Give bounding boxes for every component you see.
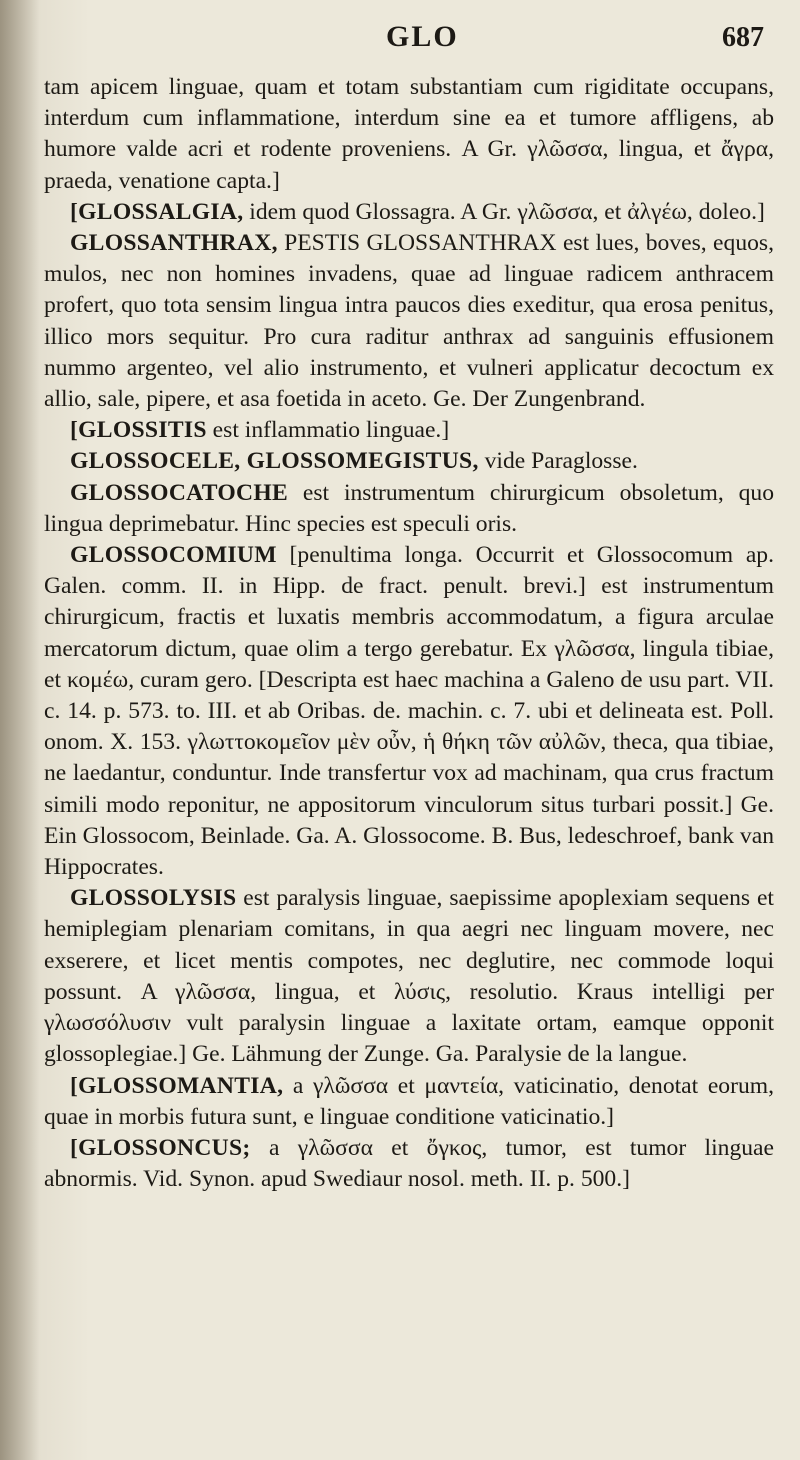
entry-text: idem quod Glossagra. A Gr. γλῶσσα, et ἀλγέω, doleo.] [243, 198, 765, 225]
entry-headword: [GLOSSOMANTIA, [70, 1072, 284, 1099]
entry-glossocele [44, 446, 774, 477]
entry-headword: [GLOSSALGIA, [70, 198, 244, 225]
entry-text: PESTIS GLOSSANTHRAX est lues, boves, equos, mulos, nec non homines invadens, quae ad linguae radicem anthracem profert, quo tota sensim lingua intra paucos dies exeditur, qua erosa penitus, illico mors sequitur. Pro cura raditur anthrax ad sanguinis effusionem nummo argenteo, vel alio instrumento, et vulneri applicatur decoctum ex allio, sale, pipere, et asa foetida in aceto. Ge. Der Zungenbrand. [44, 230, 774, 413]
entry-headword: GLOSSOCELE, GLOSSOMEGISTUS, [70, 448, 479, 475]
dictionary-column [44, 72, 774, 1195]
page-number: 687 [722, 22, 764, 53]
entry-text: est inflammatio linguae.] [206, 417, 450, 444]
entry-glossalgia [44, 197, 774, 228]
entry-glossocomium [44, 540, 774, 883]
entry-glossolysis [44, 883, 774, 1070]
entry-text: [penultima longa. Occurrit et Glossocomum ap. Galen. comm. II. in Hipp. de fract. penult. brevi.] est instrumentum chirurgicum, fractis et luxatis membris accommodatum, a figura arculae mercatorum dictum, quae olim a tergo gerebatur. Ex γλῶσσα, lingula tibiae, et κομέω, curam gero. [Descripta est haec machina a Galeno de usu part. VII. c. 14. p. 573. to. III. et ab Oribas. de. machin. c. 7. ubi et delineata est. Poll. onom. X. 153. γλωττοκομεῖον μὲν οὖν, ἡ θήκη τῶν αὐλῶν, theca, qua tibiae, ne laedantur, conduntur. Inde transfertur vox ad machinam, qua crus fractum simili modo reponitur, ne appositorum vinculorum situs turbari possit.] Ge. Ein Glossocom, Beinlade. Ga. A. Glossocome. B. Bus, ledeschroef, bank van Hippocrates. [44, 542, 774, 881]
entry-glossitis [44, 415, 774, 446]
entry-headword: GLOSSOLYSIS [70, 885, 237, 912]
entry-glossoncus [44, 1133, 774, 1195]
entry-headword: GLOSSOCATOCHE [70, 479, 289, 506]
entry-text: vide Paraglosse. [478, 448, 638, 475]
page-edge-shadow [0, 0, 40, 1460]
entry-text: a γλῶσσα et ὄγκος, tumor, est tumor linguae abnormis. Vid. Synon. apud Swediaur nosol. meth. II. p. 500.] [44, 1134, 774, 1193]
entry-continuation [44, 72, 774, 197]
entry-headword: GLOSSANTHRAX, [70, 230, 278, 257]
entry-headword: GLOSSOCOMIUM [70, 542, 277, 569]
entry-text: a γλῶσσα et μαντεία, vaticinatio, denotat eorum, quae in morbis futura sunt, e linguae conditione vaticinatio.] [44, 1072, 774, 1130]
entry-text: est paralysis linguae, saepissime apoplexiam sequens et hemiplegiam plenariam comitans, in qua aegri nec linguam movere, nec exserere, et licet mentis compotes, nec deglutire, nec commode loqui possunt. Α γλῶσσα, lingua, et λύσις, resolutio. Kraus intelligi per γλωσσόλυσιν vult paralysin linguae a laxitate ortam, eamque opponit glossoplegiae.] Ge. Lähmung der Zunge. Ga. Paralysie de la langue. [44, 885, 774, 1068]
entry-glossanthrax [44, 228, 774, 415]
entry-text: tam apicem linguae, quam et totam substantiam cum rigiditate occupans, interdum cum inflammatione, interdum sine ea et tumore affligens, ab humore valde acri et rodente proveniens. Α Gr. γλῶσσα, lingua, et ἄγρα, praeda, venatione capta.] [44, 74, 774, 194]
entry-text: est instrumentum chirurgicum obsoletum, quo lingua deprimebatur. Hinc species est speculi oris. [44, 479, 774, 537]
entry-glossomantia [44, 1071, 774, 1133]
entry-glossocatoche [44, 478, 774, 540]
entry-headword: [GLOSSONCUS; [70, 1134, 251, 1161]
running-headword: GLO [386, 20, 459, 53]
running-head [56, 20, 772, 60]
entry-headword: [GLOSSITIS [70, 417, 207, 444]
